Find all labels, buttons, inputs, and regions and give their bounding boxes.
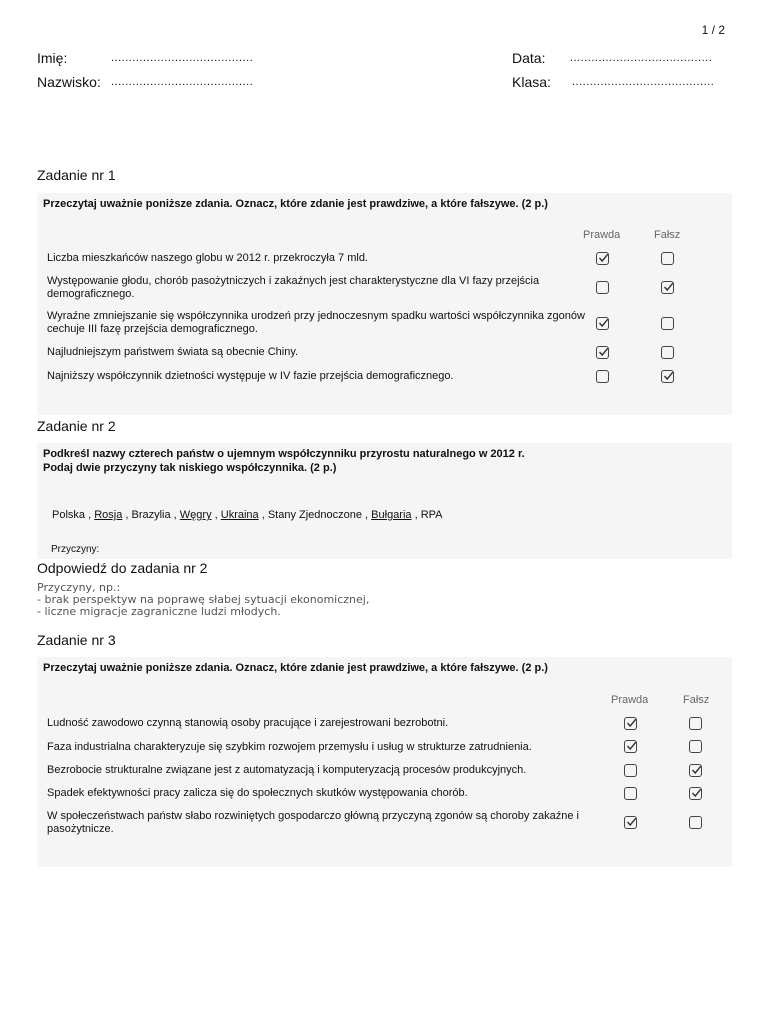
statement-text: Faza industrialna charakteryzuje się szybkim rozwojem przemysłu i usług w strukturze zatrudnienia. bbox=[47, 741, 532, 753]
country-name[interactable]: Polska bbox=[52, 509, 86, 521]
checkbox-true[interactable] bbox=[624, 717, 637, 730]
answer2-line-2: - brak perspektyw na poprawę słabej sytuacji ekonomicznej, bbox=[37, 593, 370, 606]
task1-panel bbox=[37, 193, 732, 415]
task1-instruction: Przeczytaj uważnie poniższe zdania. Oznacz, które zdanie jest prawdziwe, a które fałszywe. (2 p.) bbox=[43, 198, 548, 210]
checkbox-false[interactable] bbox=[689, 787, 702, 800]
checkmark-icon bbox=[691, 765, 702, 775]
date-field[interactable]: ........................................ bbox=[570, 52, 713, 64]
task3-title: Zadanie nr 3 bbox=[37, 632, 116, 648]
country-name[interactable]: Brazylia bbox=[131, 509, 171, 521]
checkmark-icon bbox=[626, 741, 637, 751]
checkbox-false[interactable] bbox=[661, 281, 674, 294]
checkbox-true[interactable] bbox=[624, 764, 637, 777]
name-field[interactable]: ........................................ bbox=[111, 52, 254, 64]
checkbox-true[interactable] bbox=[596, 281, 609, 294]
task3-panel bbox=[37, 657, 732, 867]
checkbox-true[interactable] bbox=[596, 317, 609, 330]
checkmark-icon bbox=[598, 318, 609, 328]
checkmark-icon bbox=[598, 347, 609, 357]
answer2-line-3: - liczne migracje zagraniczne ludzi młodych. bbox=[37, 605, 281, 618]
checkbox-false[interactable] bbox=[689, 764, 702, 777]
answer2-line-1: Przyczyny, np.: bbox=[37, 581, 121, 594]
country-name[interactable]: Stany Zjednoczone bbox=[267, 509, 362, 521]
country-name[interactable]: Węgry bbox=[179, 509, 212, 521]
task2-panel bbox=[37, 443, 732, 559]
task1-col-false: Fałsz bbox=[654, 229, 681, 241]
country-name[interactable]: Rosja bbox=[94, 509, 123, 521]
checkbox-true[interactable] bbox=[596, 370, 609, 383]
checkmark-icon bbox=[598, 253, 609, 263]
task1-col-true: Prawda bbox=[583, 229, 621, 241]
task3-instruction: Przeczytaj uważnie poniższe zdania. Oznacz, które zdanie jest prawdziwe, a które fałszywe. (2 p.) bbox=[43, 662, 548, 674]
checkbox-true[interactable] bbox=[624, 816, 637, 829]
task2-title: Zadanie nr 2 bbox=[37, 418, 116, 434]
country-name[interactable]: RPA bbox=[420, 509, 443, 521]
statement-text: Występowanie głodu, chorób pasożytniczych i zakaźnych jest charakterystyczne dla VI fazy przejścia demograficznego. bbox=[47, 275, 540, 300]
date-label: Data: bbox=[512, 50, 546, 66]
class-field[interactable]: ........................................ bbox=[572, 76, 715, 88]
checkmark-icon bbox=[691, 788, 702, 798]
statement-text: Bezrobocie strukturalne związane jest z automatyzacją i komputeryzacją procesów produkcyjnych. bbox=[47, 764, 527, 776]
country-name[interactable]: Bułgaria bbox=[371, 509, 412, 521]
checkbox-false[interactable] bbox=[661, 346, 674, 359]
checkbox-false[interactable] bbox=[661, 370, 674, 383]
task2-instruction-line2: Podaj dwie przyczyny tak niskiego współczynnika. (2 p.) bbox=[43, 462, 337, 474]
statement-text: Spadek efektywności pracy zalicza się do społecznych skutków występowania chorób. bbox=[47, 787, 468, 799]
statement-text: Ludność zawodowo czynną stanowią osoby pracujące i zarejestrowani bezrobotni. bbox=[47, 717, 449, 729]
name-label: Imię: bbox=[37, 50, 68, 66]
checkmark-icon bbox=[626, 817, 637, 827]
surname-label: Nazwisko: bbox=[37, 74, 101, 90]
checkmark-icon bbox=[626, 718, 637, 728]
statement-text: Wyraźne zmniejszanie się współczynnika urodzeń przy jednoczesnym spadku wartości współczynnika zgonów cechuje III fazę przejścia demograficznego. bbox=[47, 310, 585, 335]
checkbox-false[interactable] bbox=[689, 816, 702, 829]
checkbox-false[interactable] bbox=[689, 740, 702, 753]
country-name[interactable]: Ukraina bbox=[220, 509, 259, 521]
checkmark-icon bbox=[663, 282, 674, 292]
country-list: Polska , Rosja , Brazylia , Węgry , Ukraina , Stany Zjednoczone , Bułgaria , RPA bbox=[52, 509, 443, 521]
checkbox-false[interactable] bbox=[661, 317, 674, 330]
task1-title: Zadanie nr 1 bbox=[37, 167, 116, 183]
page-number: 1 / 2 bbox=[701, 23, 725, 37]
class-label: Klasa: bbox=[512, 74, 551, 90]
surname-field[interactable]: ........................................ bbox=[111, 76, 254, 88]
checkbox-true[interactable] bbox=[596, 346, 609, 359]
task3-col-false: Fałsz bbox=[683, 694, 710, 706]
statement-text: Liczba mieszkańców naszego globu w 2012 r. przekroczyła 7 mld. bbox=[47, 252, 368, 264]
checkbox-true[interactable] bbox=[596, 252, 609, 265]
answer2-title: Odpowiedź do zadania nr 2 bbox=[37, 560, 208, 576]
checkbox-true[interactable] bbox=[624, 740, 637, 753]
reasons-label: Przyczyny: bbox=[51, 544, 100, 555]
checkmark-icon bbox=[663, 371, 674, 381]
checkbox-false[interactable] bbox=[661, 252, 674, 265]
statement-text: Najniższy współczynnik dzietności występuje w IV fazie przejścia demograficznego. bbox=[47, 370, 454, 382]
statement-text: W społeczeństwach państw słabo rozwiniętych gospodarczo główną przyczyną zgonów są choroby zakaźne i pasożytnicze. bbox=[47, 810, 579, 835]
statement-text: Najludniejszym państwem świata są obecnie Chiny. bbox=[47, 346, 299, 358]
task3-col-true: Prawda bbox=[611, 694, 649, 706]
task2-instruction-line1: Podkreśl nazwy czterech państw o ujemnym współczynniku przyrostu naturalnego w 2012 r. bbox=[43, 448, 525, 460]
checkbox-false[interactable] bbox=[689, 717, 702, 730]
checkbox-true[interactable] bbox=[624, 787, 637, 800]
